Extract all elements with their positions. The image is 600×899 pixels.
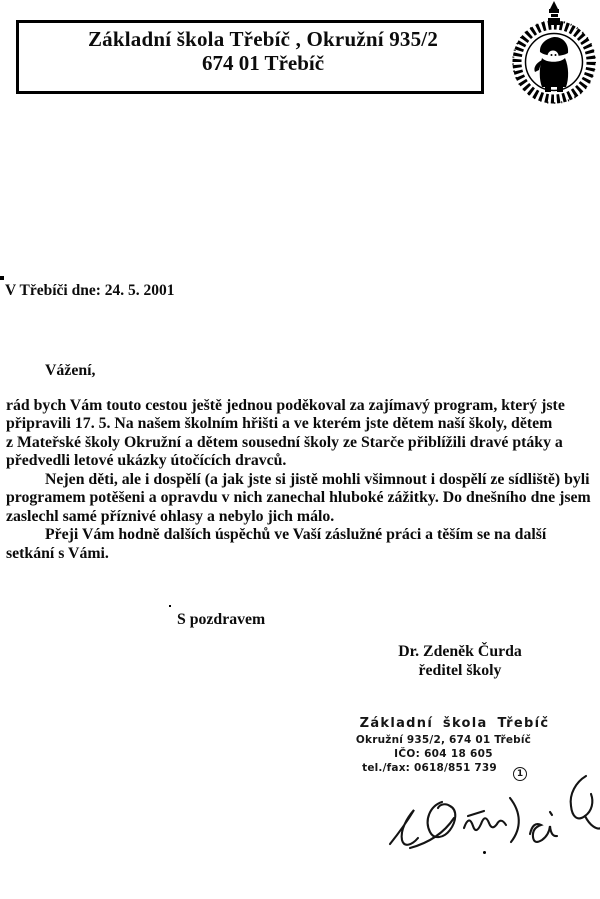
letterhead-city: 674 01 Třebíč xyxy=(201,51,325,75)
scan-speck xyxy=(169,605,171,607)
body-line: programem potěšeni a opravdu v nich zanechal hluboké zážitky. Do dnešního dne jsem xyxy=(6,489,591,507)
body-line: setkání s Vámi. xyxy=(6,544,109,562)
body-line: připravili 17. 5. Na našem školním hřišti a ve kterém jste dětem naší školy, dětem xyxy=(6,415,553,433)
scan-speck xyxy=(0,276,4,280)
body-line: z Mateřské školy Okružní a dětem sousední školy ze Starče přiblížili dravé ptáky a xyxy=(6,433,563,451)
body-line: předvedli letové ukázky útočících dravců. xyxy=(6,452,287,470)
body-line: rád bych Vám touto cestou ještě jednou poděkoval za zajímavý program, který jste xyxy=(6,397,565,414)
body-line: Nejen děti, ale i dospělí (a jak jste si jistě mohli všimnout i dospělí ze sídliště) byli xyxy=(45,470,590,488)
scan-speck xyxy=(483,851,486,854)
body-line: Přeji Vám hodně dalších úspěchů ve Vaší záslužné práci a těším se na další xyxy=(45,526,547,544)
signatory-name: Dr. Zdeněk Čurda xyxy=(398,643,522,660)
rubber-stamp xyxy=(352,716,557,779)
body-line: zaslechl samé příznivé ohlasy a nebylo jich málo. xyxy=(6,507,335,525)
letterhead-school-name: Základní škola Třebíč , Okružní 935/2 xyxy=(87,27,439,51)
signatory-block xyxy=(396,642,524,680)
round-school-seal-icon xyxy=(508,0,600,110)
stamp-school-name: Základní škola Třebíč xyxy=(359,716,550,731)
handwritten-signature xyxy=(380,772,600,857)
letter-body xyxy=(6,397,596,563)
signatory-title: ředitel školy xyxy=(418,662,502,679)
stamp-circled-number: 1 xyxy=(513,767,527,781)
stamp-telfax: tel./fax: 0618/851 739 xyxy=(362,762,497,774)
stamp-ico: IČO: 604 18 605 xyxy=(394,748,493,760)
closing-phrase: S pozdravem xyxy=(177,611,266,628)
letterhead-box xyxy=(16,20,484,94)
stamp-address: Okružní 935/2, 674 01 Třebíč xyxy=(355,734,532,746)
date-line: V Třebíči dne: 24. 5. 2001 xyxy=(5,282,175,299)
salutation: Vážení, xyxy=(45,362,96,379)
